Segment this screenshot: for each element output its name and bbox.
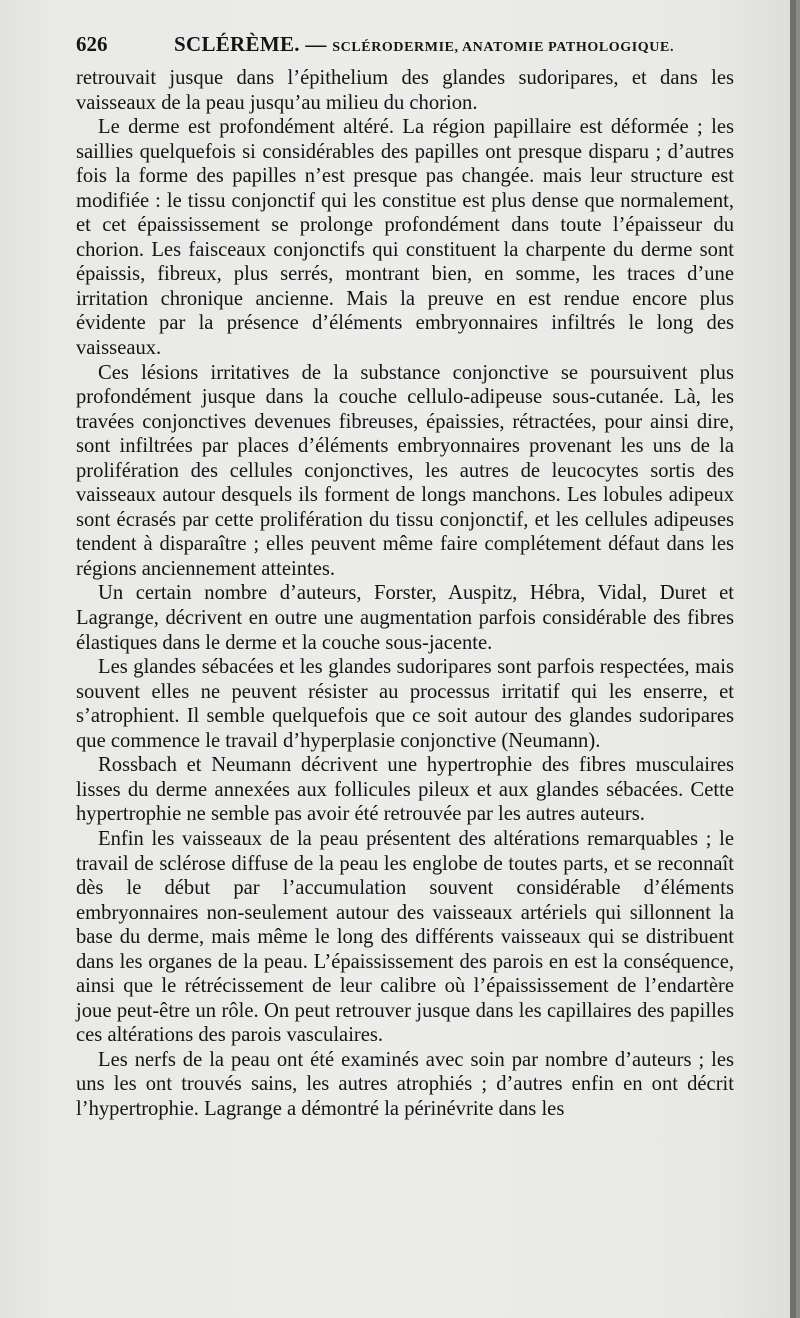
- paragraph-vaisseaux: Enfin les vaisseaux de la peau présentent des altérations remarquables ; le travail de sclérose diffuse de la peau les englobe de toutes parts, et se reconnaît dès le début par l’accumulation souvent considérable d’éléments embryonnaires non-seulement autour des vaisseaux artériels qui sillonnent la base du derme, mais même le long des différents vaisseaux qui se distribuent dans les organes de la peau. L’épaississement des parois en est la conséquence, ainsi que le rétrécissement de leur calibre où l’épaississement de l’endartère joue peut-être un rôle. On peut retrouver jusque dans les capillaires des papilles ces altérations des parois vasculaires.: [76, 827, 734, 1047]
- paragraph-nerfs: Les nerfs de la peau ont été examinés avec soin par nombre d’auteurs ; les uns les ont trouvés sains, les autres atrophiés ; d’autres enfin en ont décrit l’hypertrophie. Lagrange a démontré la périnévrite dans les: [76, 1048, 734, 1120]
- page-spine-shadow: [790, 0, 796, 1318]
- running-head-subtitle: SCLÉRODERMIE, ANATOMIE PATHOLOGIQUE.: [332, 40, 675, 55]
- paragraph-derme: Le derme est profondément altéré. La région papillaire est déformée ; les saillies quelquefois si considérables des papilles ont presque disparu ; d’autres fois la forme des papilles n’est presque pas changée. mais leur structure est modifiée : le tissu conjonctif qui les constitue est plus dense que normalement, et cet épaississement se prolonge profondément dans toute l’épaisseur du chorion. Les faisceaux conjonctifs qui constituent la charpente du derme sont épaissis, fibreux, plus serrés, montrant bien, en somme, les traces d’une irritation chronique ancienne. Mais la preuve en est rendue encore plus évidente par la présence d’éléments embryonnaires infiltrés le long des vaisseaux.: [76, 116, 734, 360]
- paragraph-lesions: Ces lésions irritatives de la substance conjonctive se poursuivent plus profondément jusque dans la couche cellulo-adipeuse sous-cutanée. Là, les travées conjonctives devenues fibreuses, épaissies, rétractées, pour ainsi dire, sont infiltrées par places d’éléments embryonnaires provenant les uns de la prolifération des cellules conjonctives, les autres de leucocytes sortis des vaisseaux autour desquels ils forment de longs manchons. Les lobules adipeux sont écrasés par cette prolifération du tissu conjonctif, et les cellules adipeuses tendent à disparaître ; elles peuvent même faire complétement défaut dans les régions anciennement atteintes.: [76, 361, 734, 580]
- paragraph-rossbach: Rossbach et Neumann décrivent une hypertrophie des fibres musculaires lisses du derme annexées aux follicules pileux et aux glandes sébacées. Cette hypertrophie ne semble pas avoir été retrouvée par les autres auteurs.: [76, 754, 734, 826]
- running-head: [174, 32, 674, 57]
- paragraph-auteurs: Un certain nombre d’auteurs, Forster, Auspitz, Hébra, Vidal, Duret et Lagrange, décrivent en outre une augmentation parfois considérable des fibres élastiques dans le derme et la couche sous-jacente.: [76, 582, 734, 654]
- paragraph-continuation: retrouvait jusque dans l’épithelium des glandes sudoripares, et dans les vaisseaux de la peau jusqu’au milieu du chorion.: [76, 67, 734, 114]
- running-head-title: SCLÉRÈME. —: [174, 32, 333, 56]
- paragraph-glandes: Les glandes sébacées et les glandes sudoripares sont parfois respectées, mais souvent elles ne peuvent résister au processus irritatif qui les enserre, et s’atrophient. Il semble quelquefois que ce soit autour des glandes sudoripares que commence le travail d’hyperplasie conjonctive (Neumann).: [76, 656, 734, 752]
- page-number: 626: [76, 32, 108, 56]
- page-header: [76, 32, 736, 58]
- body-text: [76, 66, 734, 1122]
